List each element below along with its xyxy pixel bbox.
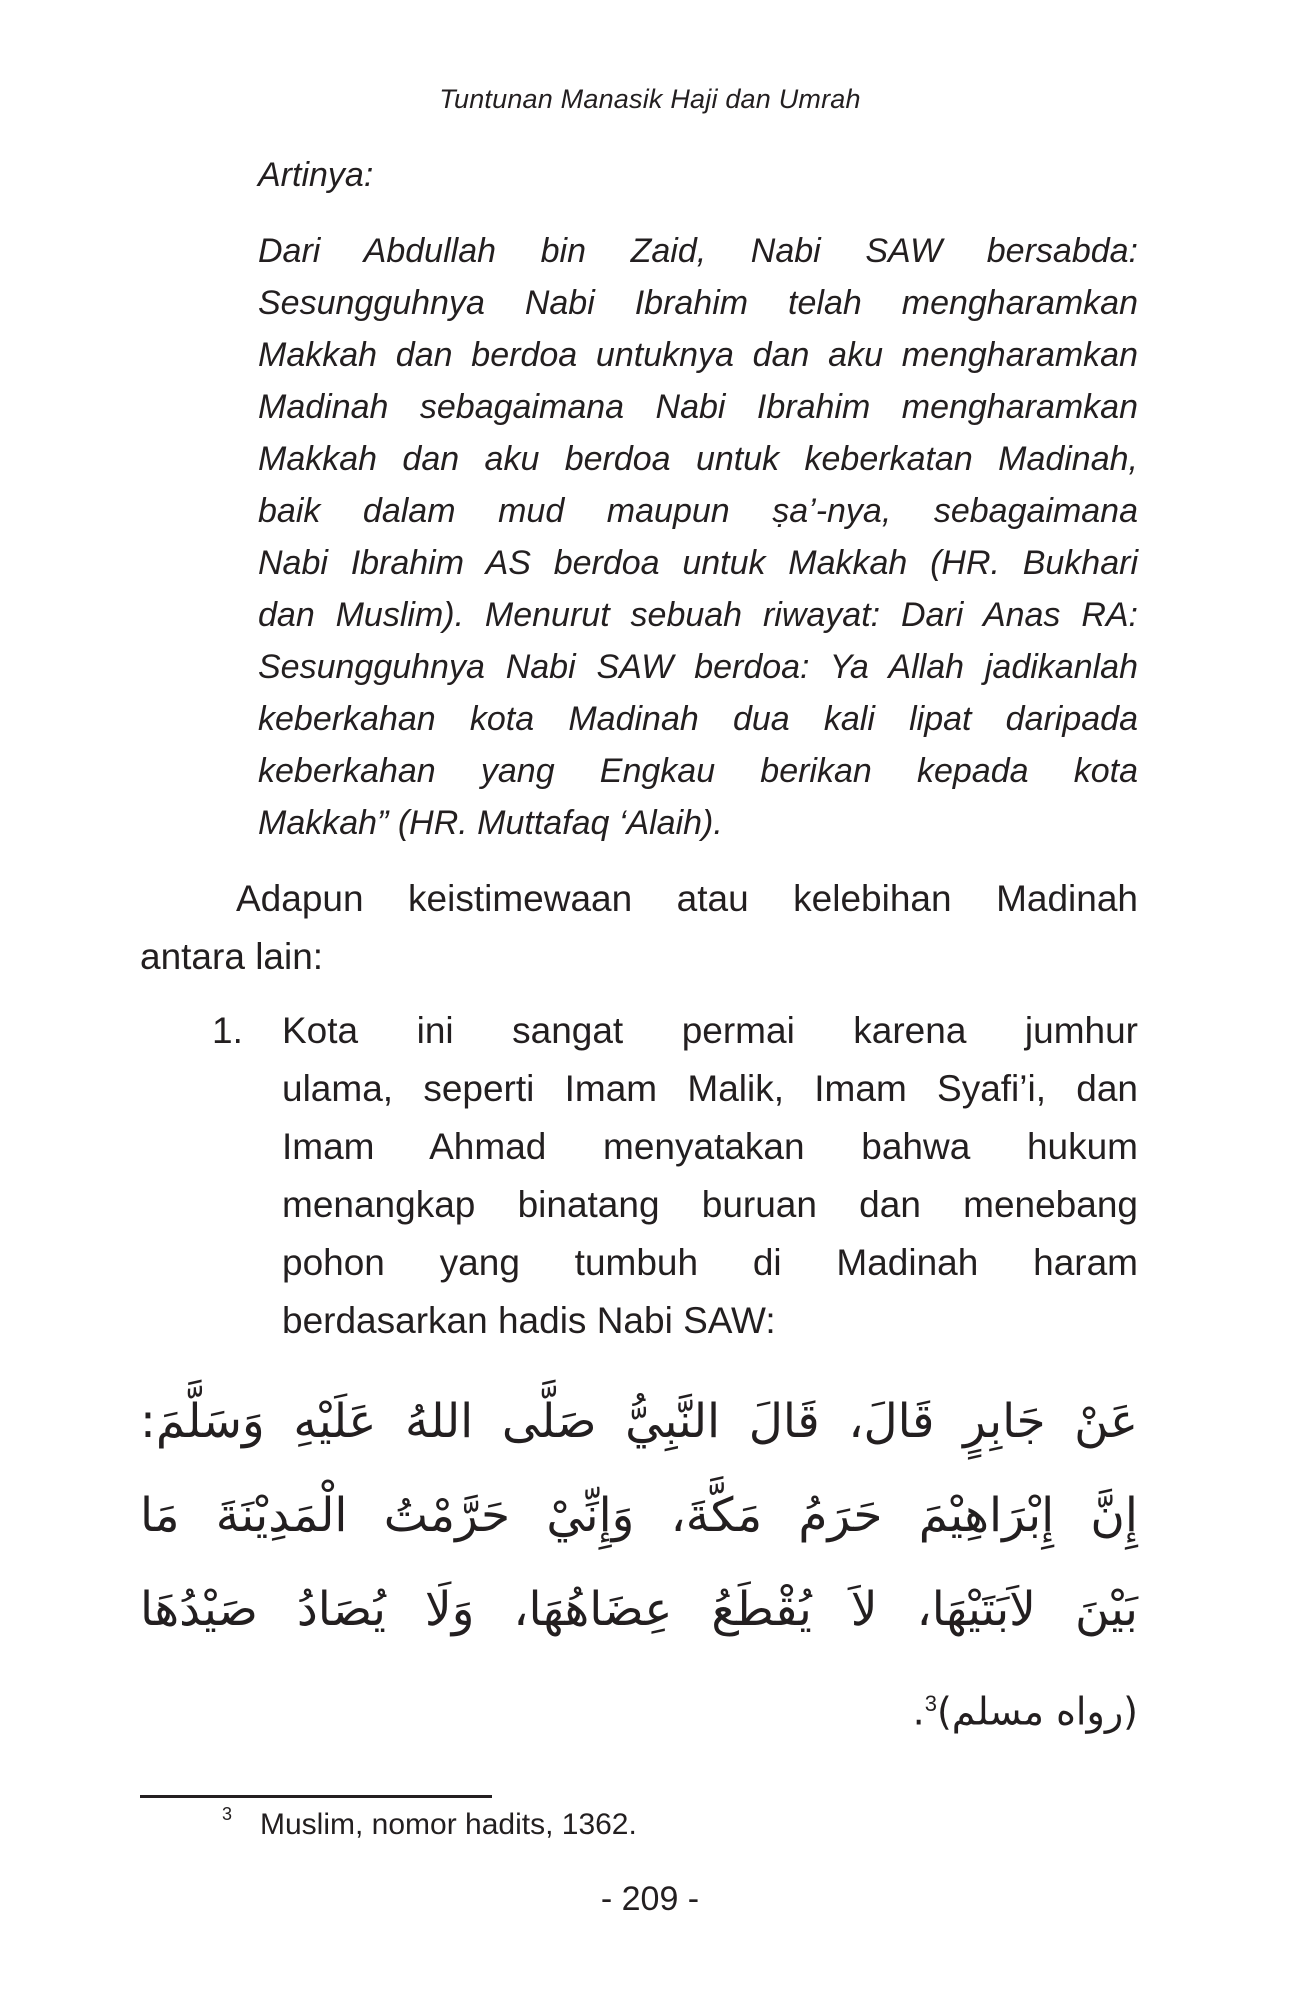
translation-label: Artinya: bbox=[258, 156, 374, 194]
arabic-line: إِنَّ إِبْرَاهِيْمَ حَرَمُ مَكَّةَ، وَإِنِّيْ حَرَّمْتُ الْمَدِيْنَةَ مَا bbox=[140, 1488, 1138, 1543]
arabic-source-line bbox=[140, 1657, 1138, 1751]
translation-line: keberkahan kota Madinah dua kali lipat daripada bbox=[258, 700, 1138, 738]
running-header: Tuntunan Manasik Haji dan Umrah bbox=[439, 84, 861, 114]
intro-line: antara lain: bbox=[140, 936, 324, 977]
list-item-line: berdasarkan hadis Nabi SAW: bbox=[282, 1300, 776, 1341]
arabic-line: بَيْنَ لاَبَتَيْهَا، لاَ يُقْطَعُ عِضَاهُهَا، وَلَا يُصَادُ صَيْدُهَا bbox=[140, 1582, 1138, 1637]
translation-line: keberkahan yang Engkau berikan kepada kota bbox=[258, 752, 1138, 790]
translation-line: Sesungguhnya Nabi SAW berdoa: Ya Allah jadikanlah bbox=[258, 648, 1138, 686]
list-item-line: pohon yang tumbuh di Madinah haram bbox=[282, 1242, 1138, 1283]
list-item-body bbox=[282, 1002, 1138, 1350]
translation-line: Sesungguhnya Nabi Ibrahim telah mengharamkan bbox=[258, 284, 1138, 322]
list-item-number: 1. bbox=[212, 1010, 243, 1051]
arabic-hadith bbox=[140, 1375, 1138, 1751]
intro-line: Adapun keistimewaan atau kelebihan Madinah bbox=[236, 878, 1138, 919]
hadith-source: (رواه مسلم) bbox=[936, 1689, 1138, 1734]
hadith-translation bbox=[258, 225, 1138, 849]
footnote-text: Muslim, nomor hadits, 1362. bbox=[260, 1808, 637, 1841]
end-punctuation: . bbox=[912, 1689, 925, 1734]
translation-line: baik dalam mud maupun ṣa’-nya, sebagaimana bbox=[258, 492, 1138, 530]
translation-line: dan Muslim). Menurut sebuah riwayat: Dari Anas RA: bbox=[258, 596, 1138, 634]
arabic-line: عَنْ جَابِرٍ قَالَ، قَالَ النَّبِيُّ صَلَّى اللهُ عَلَيْهِ وَسَلَّمَ: bbox=[140, 1394, 1138, 1449]
translation-line: Dari Abdullah bin Zaid, Nabi SAW bersabda: bbox=[258, 232, 1138, 270]
footnote-reference[interactable]: 3 bbox=[924, 1691, 937, 1716]
footnote-divider bbox=[140, 1795, 492, 1798]
list-item-line: Kota ini sangat permai karena jumhur bbox=[282, 1010, 1138, 1051]
list-item-line: menangkap binatang buruan dan menebang bbox=[282, 1184, 1138, 1225]
translation-line: Nabi Ibrahim AS berdoa untuk Makkah (HR. Bukhari bbox=[258, 544, 1138, 582]
list-item-line: Imam Ahmad menyatakan bahwa hukum bbox=[282, 1126, 1138, 1167]
list-item-line: ulama, seperti Imam Malik, Imam Syafi’i, dan bbox=[282, 1068, 1138, 1109]
page-number: - 209 - bbox=[600, 1880, 700, 1918]
translation-line: Makkah dan berdoa untuknya dan aku mengharamkan bbox=[258, 336, 1138, 374]
footnote-mark: 3 bbox=[222, 1804, 233, 1824]
translation-line: Makkah” (HR. Muttafaq ‘Alaih). bbox=[258, 804, 723, 842]
footnote bbox=[222, 1804, 637, 1842]
intro-paragraph bbox=[140, 870, 1138, 986]
translation-line: Madinah sebagaimana Nabi Ibrahim mengharamkan bbox=[258, 388, 1138, 426]
translation-line: Makkah dan aku berdoa untuk keberkatan Madinah, bbox=[258, 440, 1138, 478]
